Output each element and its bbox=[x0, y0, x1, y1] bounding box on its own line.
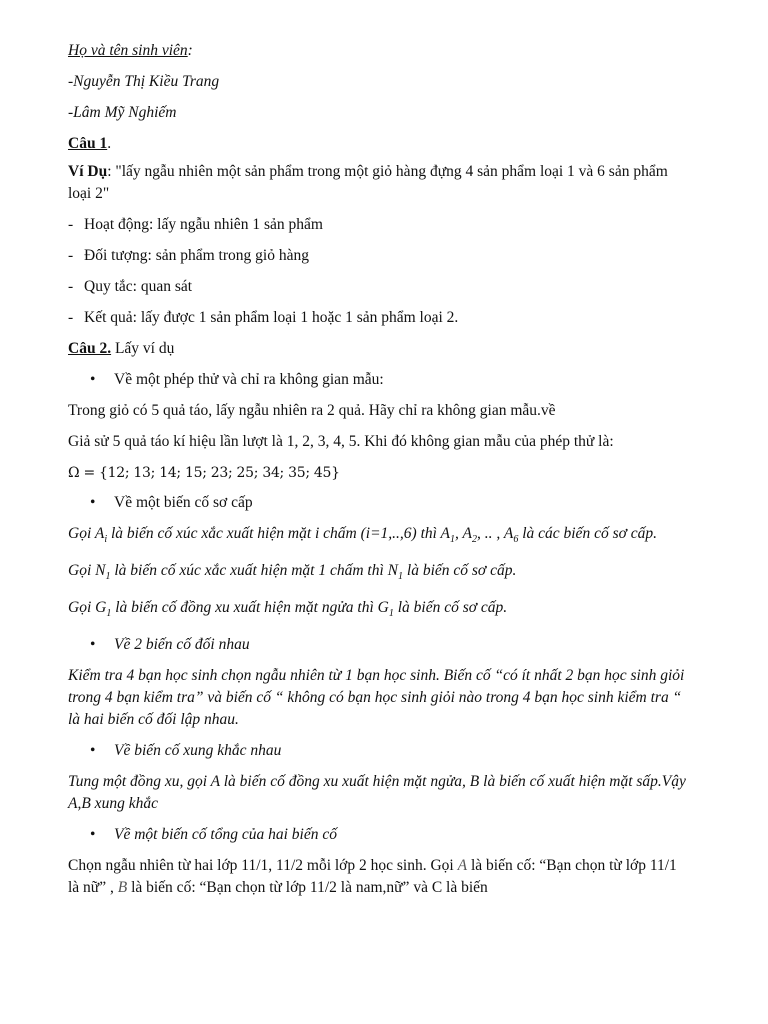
list-item: - Hoạt động: lấy ngẫu nhiên 1 sản phẩm bbox=[68, 216, 323, 233]
bullet-item: • Về một biến cố sơ cấp bbox=[90, 494, 253, 511]
list-item: - Kết quả: lấy được 1 sản phẩm loại 1 hoặc 1 sản phẩm loại 2. bbox=[68, 309, 459, 326]
bullet-item: • Về một biến cố tổng của hai biến cố bbox=[90, 826, 337, 844]
example-coin: Gọi $G_1$ là biến cố đồng xu xuất hiện mặt ngửa thì $G_1$ là biến cố sơ cấp. bbox=[68, 599, 508, 620]
bullet-item: • Về một phép thử và chỉ ra không gian mẫu: bbox=[90, 371, 384, 388]
student-name-1: -Nguyễn Thị Kiều Trang bbox=[68, 73, 220, 90]
example-dice-one: Gọi $N_1$ là biến cố xúc xắc xuất hiện mặt 1 chấm thì $N_1$ là biến cố sơ cấp. bbox=[68, 562, 517, 583]
paragraph: Kiểm tra 4 bạn học sinh chọn ngẫu nhiên từ 1 bạn học sinh. Biến cố “có ít nhất 2 bạn học sinh giỏi trong 4 bạn kiểm tra” và biến cố “ không có bạn học sinh giỏi nào trong 4 bạn học sinh kiểm tra “ là hai biến cố đối lập nhau. bbox=[68, 667, 685, 729]
bullet-item: • Về 2 biến cố đối nhau bbox=[90, 636, 250, 654]
list-item: - Quy tắc: quan sát bbox=[68, 278, 193, 295]
document-page bbox=[68, 40, 688, 908]
paragraph: Chọn ngẫu nhiên từ hai lớp 11/1, 11/2 mỗi lớp 2 học sinh. Gọi A là biến cố: “Bạn chọn từ lớp 11/1 là nữ” , B là biến cố: “Bạn chọn từ lớp 11/2 là nam,nữ” và C là biến bbox=[68, 857, 677, 897]
question-1-heading: Câu 1. bbox=[68, 135, 112, 152]
list-item: - Đối tượng: sản phẩm trong giỏ hàng bbox=[68, 247, 309, 264]
paragraph: Giả sử 5 quả táo kí hiệu lần lượt là 1, 2, 3, 4, 5. Khi đó không gian mẫu của phép thử là: bbox=[68, 433, 614, 450]
student-name-2: -Lâm Mỹ Nghiếm bbox=[68, 104, 177, 121]
example-paragraph: Ví Dụ: "lấy ngẫu nhiên một sản phẩm trong một giỏ hàng đựng 4 sản phẩm loại 1 và 6 sản phẩm loại 2" bbox=[68, 163, 668, 202]
paragraph: Tung một đồng xu, gọi A là biến cố đồng xu xuất hiện mặt ngửa, B là biến cố xuất hiện mặt sấp.Vậy A,B xung khắc bbox=[68, 773, 686, 813]
example-dice-events: Gọi $A_i$ là biến cố xúc xắc xuất hiện mặt i chấm (i=1,..,6) thì $A_1$, $A_2$, .. , $A_6$ là các biến cố sơ cấp. bbox=[68, 525, 658, 546]
bullet-item: • Về biến cố xung khắc nhau bbox=[90, 742, 282, 760]
question-2-heading: Câu 2. Lấy ví dụ bbox=[68, 340, 175, 357]
sample-space-formula: Ω = {12; 13; 14; 15; 23; 25; 34; 35; 45} bbox=[68, 465, 340, 481]
student-names-heading: Họ và tên sinh viên: bbox=[68, 42, 193, 59]
paragraph: Trong giỏ có 5 quả táo, lấy ngẫu nhiên ra 2 quả. Hãy chỉ ra không gian mẫu.về bbox=[68, 402, 556, 419]
